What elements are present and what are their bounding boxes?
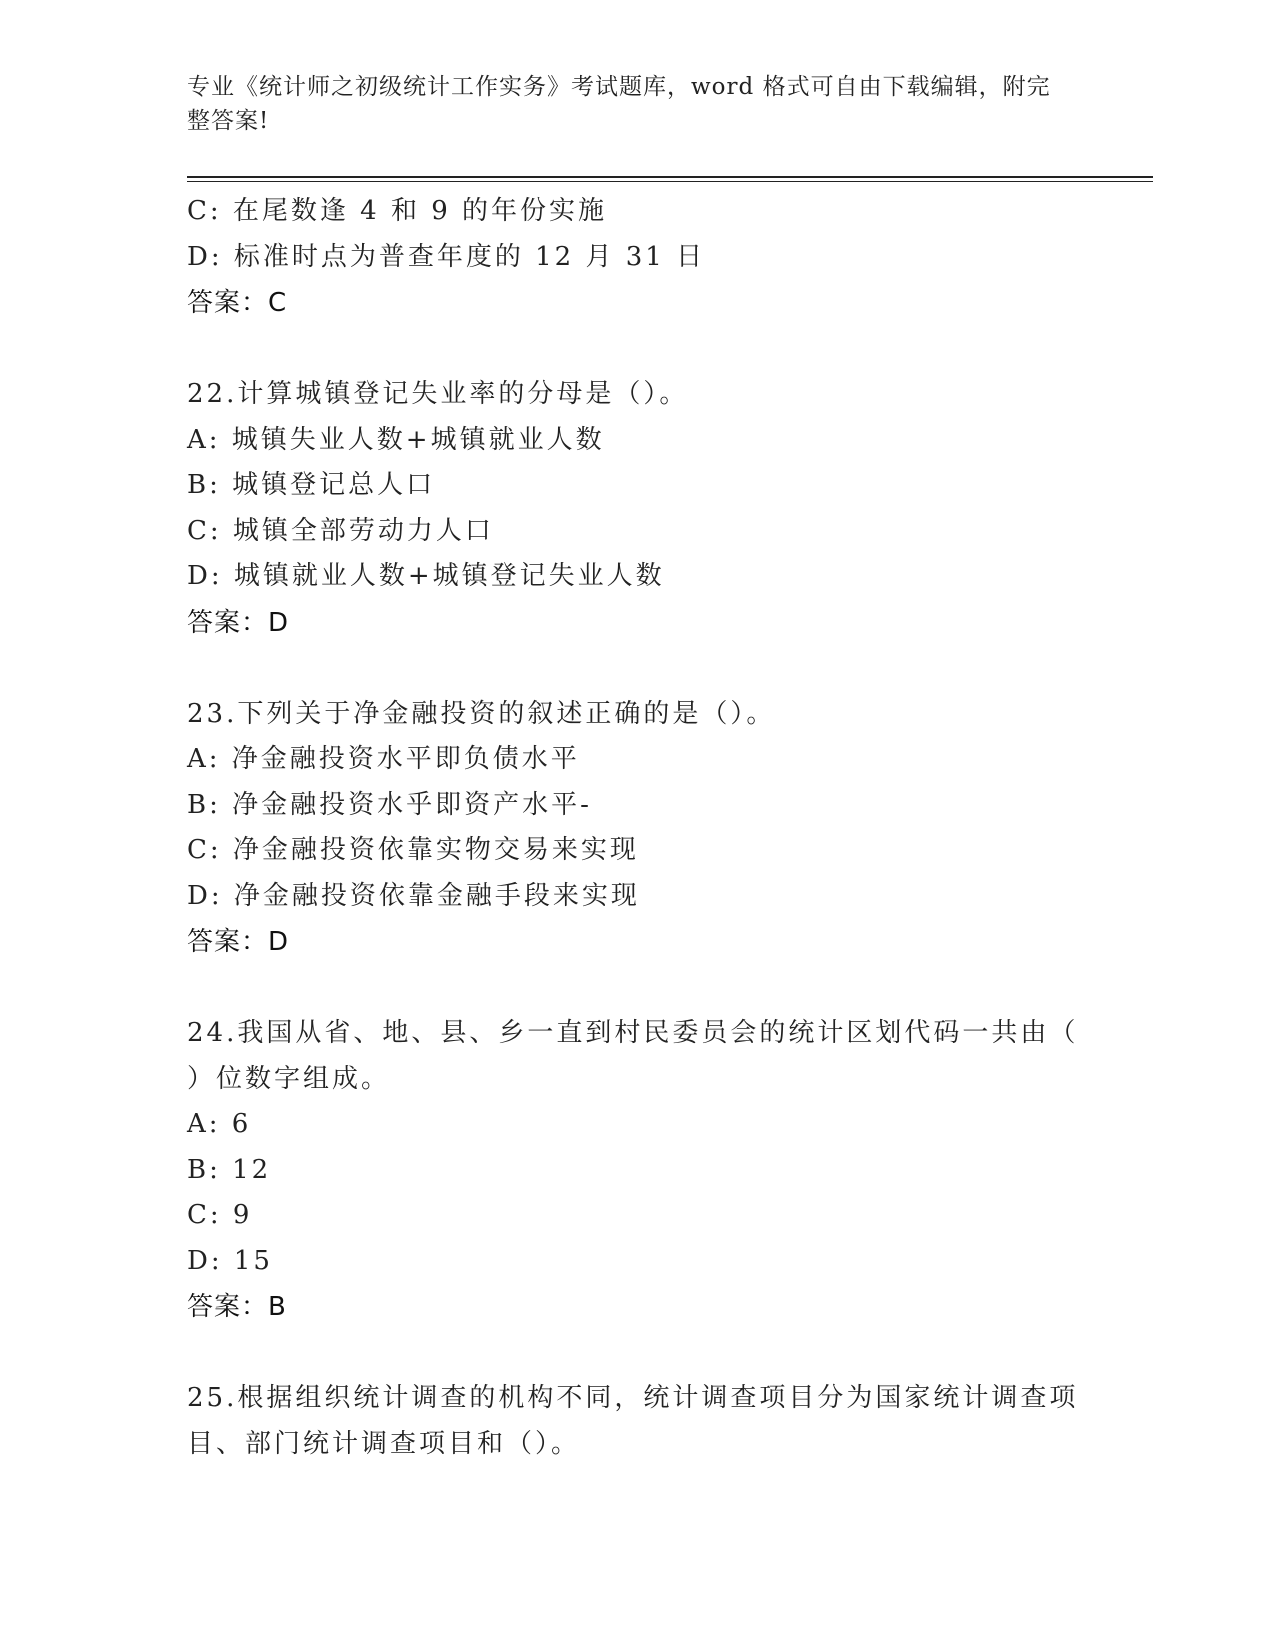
question-stem: 22.计算城镇登记失业率的分母是（）。 (187, 379, 689, 409)
question-21-tail (187, 189, 1087, 326)
option-d: D: 净金融投资依靠金融手段来实现 (187, 880, 640, 911)
option-d: D: 15 (187, 1245, 273, 1276)
answer-line: 答案：D (187, 607, 290, 638)
answer-line: 答案：B (187, 1292, 287, 1322)
option-d: D: 城镇就业人数+城镇登记失业人数 (187, 561, 665, 591)
answer-line: 答案：C (187, 288, 288, 318)
option-c: C: 城镇全部劳动力人口 (187, 515, 494, 546)
spacer (187, 965, 1087, 1011)
question-25 (187, 1376, 1087, 1467)
option-b: B: 城镇登记总人口 (187, 470, 436, 500)
document-header (187, 70, 1067, 138)
question-content (187, 189, 1087, 1467)
header-line-1: 专业《统计师之初级统计工作实务》考试题库，word 格式可自由下载编辑，附完 (187, 74, 1051, 100)
question-stem: 23.下列关于净金融投资的叙述正确的是（）。 (187, 698, 776, 729)
option-c: C: 在尾数逢 4 和 9 的年份实施 (187, 196, 608, 226)
answer-line: 答案：D (187, 927, 290, 957)
question-stem-line-2: 目、部门统计调查项目和（）。 (187, 1428, 581, 1459)
option-a: A: 净金融投资水平即负债水平 (187, 744, 580, 774)
option-c: C: 9 (187, 1200, 253, 1230)
question-stem-line-1: 24.我国从省、地、县、乡一直到村民委员会的统计区划代码一共由（ (187, 1018, 1079, 1048)
question-22 (187, 372, 1087, 646)
spacer (187, 326, 1087, 372)
spacer (187, 1330, 1087, 1376)
option-c: C: 净金融投资依靠实物交易来实现 (187, 835, 639, 865)
question-stem-line-1: 25.根据组织统计调查的机构不同，统计调查项目分为国家统计调查项 (187, 1383, 1079, 1413)
question-23 (187, 692, 1087, 966)
question-stem-line-2: ）位数字组成。 (187, 1063, 391, 1094)
option-a: A: 城镇失业人数+城镇就业人数 (187, 424, 605, 455)
header-divider-thin (187, 181, 1153, 182)
option-b: B: 12 (187, 1154, 272, 1185)
spacer (187, 646, 1087, 692)
question-24 (187, 1011, 1087, 1330)
header-divider-thick (187, 176, 1153, 178)
option-b: B: 净金融投资水乎即资产水平- (187, 789, 592, 820)
option-a: A: 6 (187, 1109, 252, 1139)
option-d: D: 标准时点为普查年度的 12 月 31 日 (187, 241, 706, 272)
header-line-2: 整答案! (187, 108, 270, 134)
